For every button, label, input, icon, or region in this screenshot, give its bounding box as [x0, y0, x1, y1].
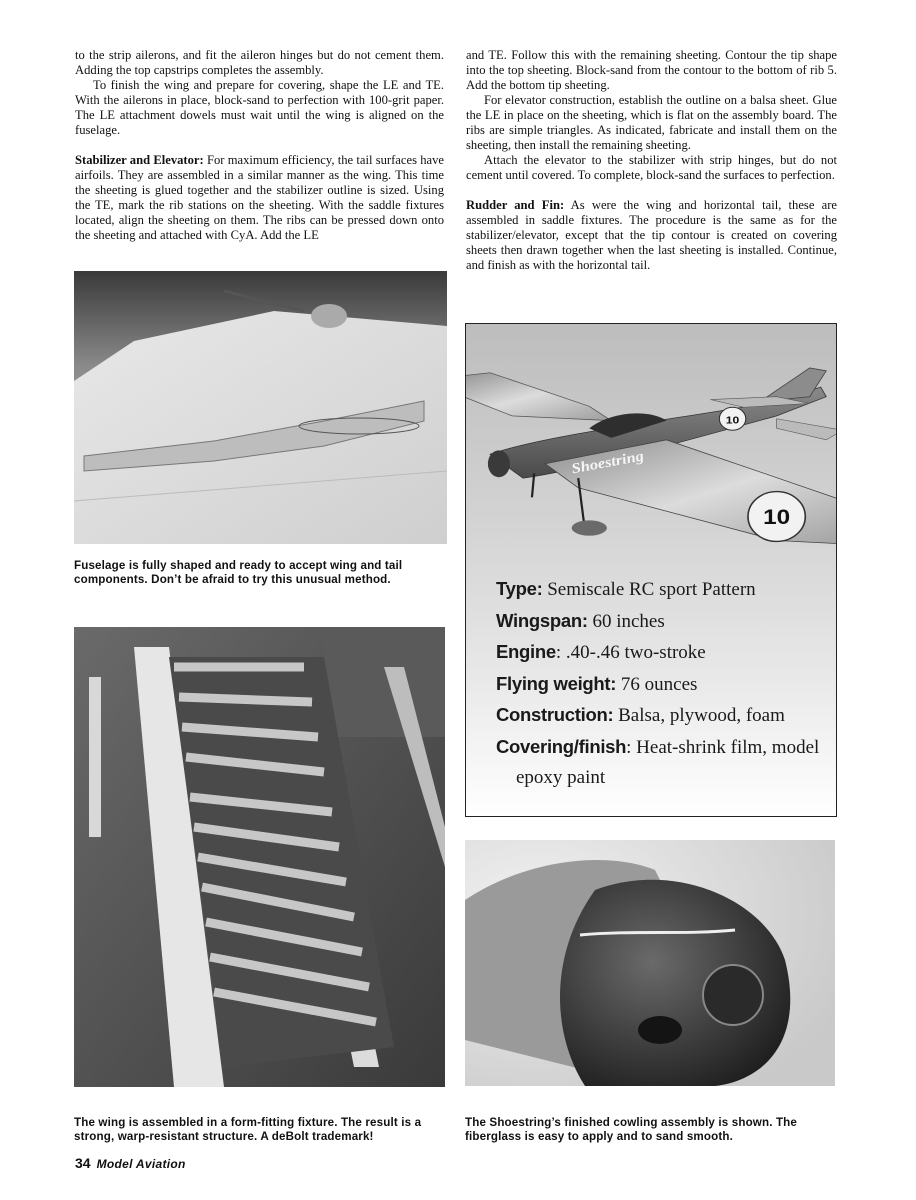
publication-name: Model Aviation [96, 1157, 186, 1171]
page-footer [75, 1155, 186, 1171]
paragraph-rudder [466, 198, 837, 273]
section-heading: Rudder and Fin: [466, 198, 565, 212]
right-column-text [466, 48, 837, 273]
paragraph-body: For maximum efficiency, the tail surfaces have airfoils. They are assembled in a similar manner as the wing. This time the sheeting is glued together and the stabilizer outline is sized. Using the TE, mark the rib stations on the sheeting. With the saddle fixtures located, align the sheeting on them. The ribs can be pressed down onto the sheeting and attached with CyA. Add the LE [75, 153, 445, 242]
spec-flying-weight: Flying weight: 76 ounces [496, 672, 698, 695]
cowling-caption: The Shoestring’s finished cowling assembly is shown. The fiberglass is easy to apply and to sand smooth. [465, 1116, 798, 1143]
paragraph: Attach the elevator to the stabilizer with strip hinges, but do not cement until covered. To complete, block-sand the surfaces to perfection. [466, 153, 837, 182]
wing-caption: The wing is assembled in a form-fitting fixture. The result is a strong, warp-resistant structure. A deBolt trademark! [74, 1116, 422, 1143]
specifications-box [465, 323, 837, 817]
page-number: 34 [75, 1155, 91, 1171]
shoestring-plane-illustration [465, 344, 837, 574]
spec-covering-continued: epoxy paint [516, 767, 606, 788]
fuselage-photo [74, 271, 447, 544]
paragraph: For elevator construction, establish the outline on a balsa sheet. Glue the LE in place on the sheeting, which is flat on the assembly board. The ribs are simple triangles. As indicated, fabricate and install them on the sheeting, then install the remaining sheeting. [466, 93, 837, 152]
paragraph: and TE. Follow this with the remaining sheeting. Contour the tip shape into the top sheeting. Block-sand from the contour to the bottom of rib 5. Add the bottom tip sheeting. [466, 48, 837, 92]
paragraph: to the strip ailerons, and fit the aileron hinges but do not cement them. Adding the top capstrips completes the assembly. [75, 48, 444, 77]
spec-construction: Construction: Balsa, plywood, foam [496, 704, 785, 726]
paragraph-body: As were the wing and horizontal tail, these are assembled in saddle fixtures. The procedure is the same as for the stabilizer/elevator, except that the tip contour is created on covering sheets then drawn together when the last sheeting is installed. Continue, and finish as with the horizontal tail. [466, 198, 837, 272]
fuselage-race-number: 10 [725, 415, 740, 427]
section-heading: Stabilizer and Elevator: [75, 153, 204, 167]
spec-wingspan: Wingspan: 60 inches [496, 609, 665, 632]
spec-engine: Engine: .40-.46 two-stroke [496, 641, 706, 663]
wing-race-number: 10 [763, 504, 791, 529]
left-column-text [75, 48, 444, 243]
fuselage-caption: Fuselage is fully shaped and ready to accept wing and tail components. Don’t be afraid to try this unusual method. [74, 559, 403, 586]
paragraph-stabilizer [75, 153, 444, 243]
spec-covering: Covering/finish: Heat-shrink film, model [496, 735, 820, 758]
plane-name-lettering: Shoestring [569, 448, 646, 478]
cowling-photo [465, 840, 835, 1086]
wing-photo [74, 627, 445, 1087]
specifications-list [496, 574, 819, 794]
paragraph: To finish the wing and prepare for covering, shape the LE and TE. With the ailerons in place, block-sand to perfection with 100-grit paper. The LE attachment dowels must wait until the wing is aligned on the fuselage. [75, 78, 444, 137]
spec-type: Type: Semiscale RC sport Pattern [496, 578, 756, 600]
